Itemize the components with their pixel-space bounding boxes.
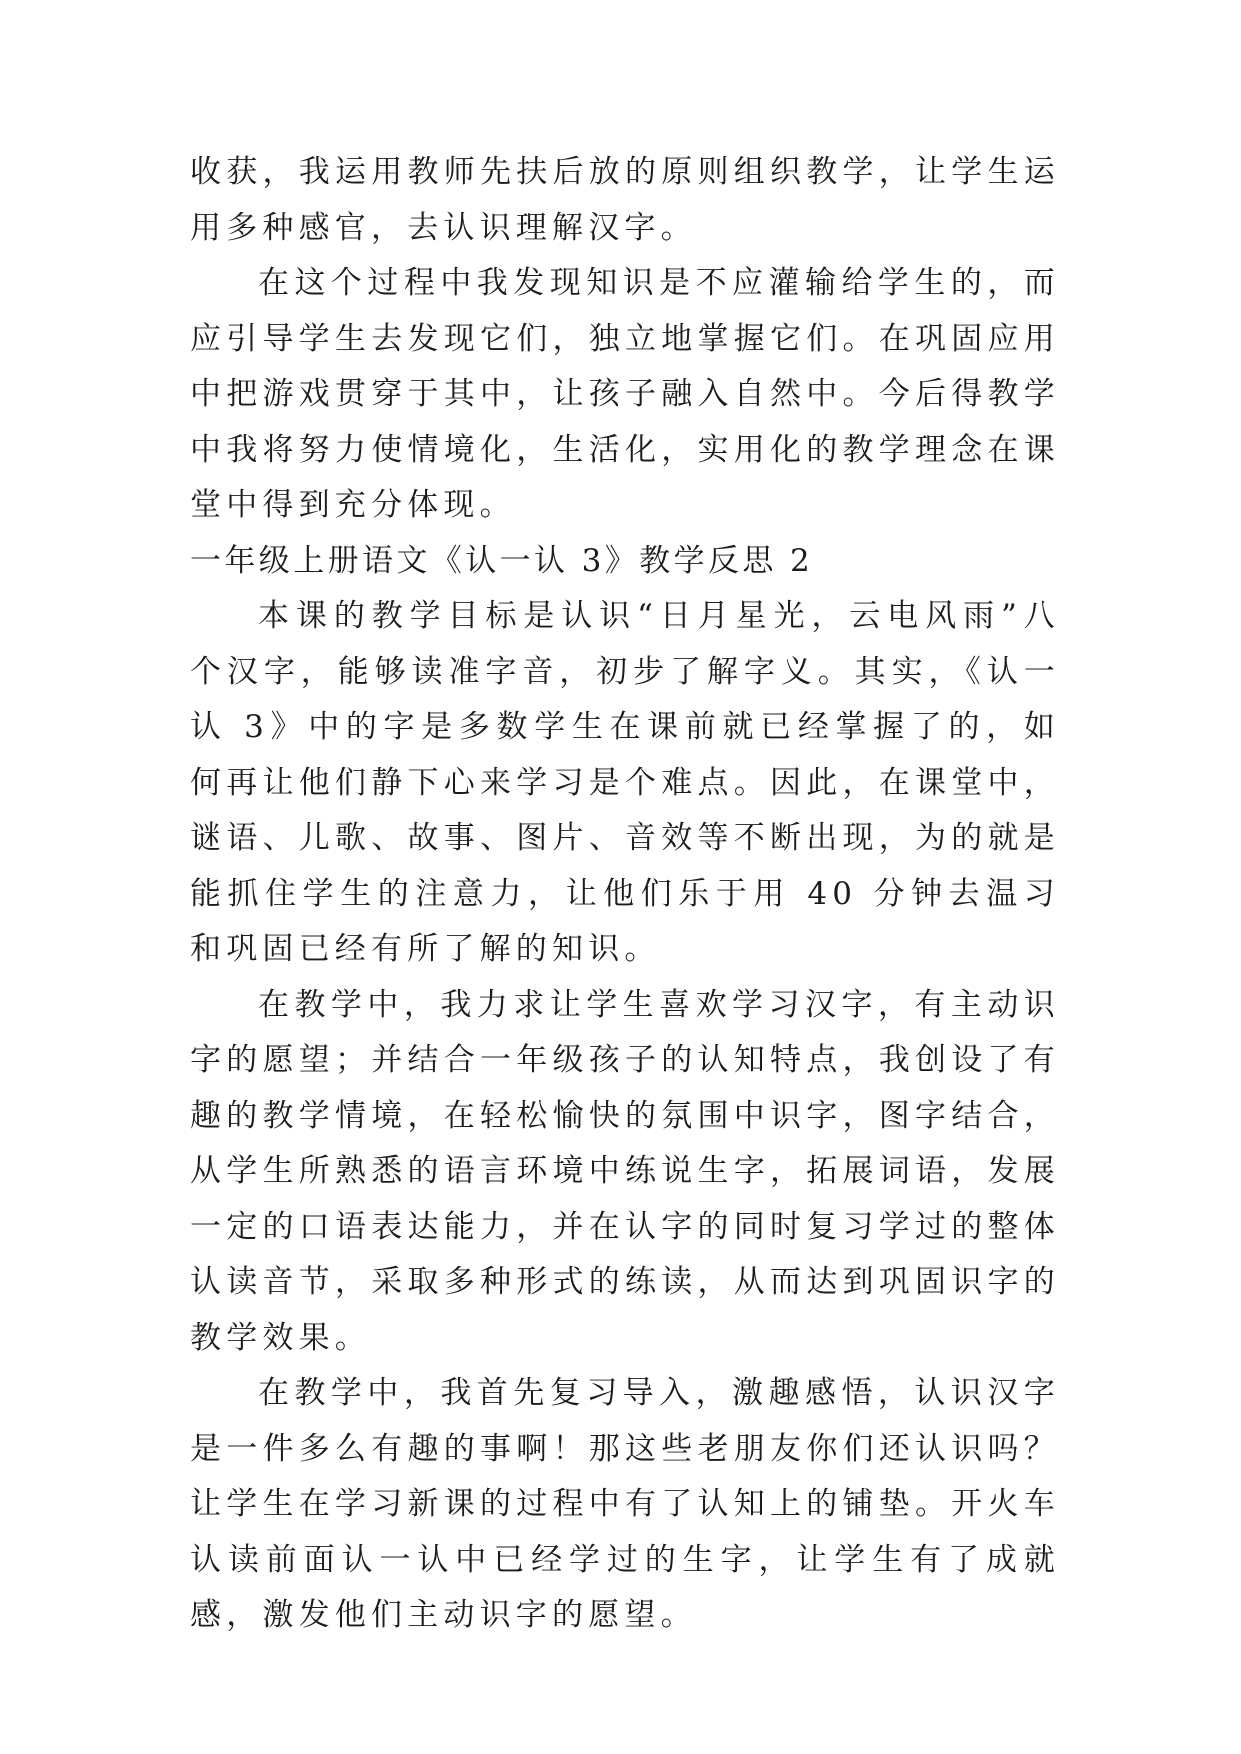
section-title: 一年级上册语文《认一认 3》教学反思 2 [190, 542, 814, 579]
paragraph-continued: 收获，我运用教师先扶后放的原则组织教学，让学生运用多种感官，去认识理解汉字。 [190, 154, 1060, 246]
paragraph-reflection-1: 在这个过程中我发现知识是不应灌输给学生的，而应引导学生去发现它们，独立地掌握它们。在巩固应用中把游戏贯穿于其中，让孩子融入自然中。今后得教学中我将努力使情境化，生活化，实用化的教学理念在课堂中得到充分体现。 [190, 265, 1060, 523]
paragraph-goals: 本课的教学目标是认识“日月星光，云电风雨”八个汉字，能够读准字音，初步了解字义。其实，《认一认 3》中的字是多数学生在课前就已经掌握了的，如何再让他们静下心来学习是个难点。因此，在课堂中，谜语、儿歌、故事、图片、音效等不断出现，为的就是能抓住学生的注意力，让他们乐于用 40 分钟去温习和巩固已经有所了解的知识。 [190, 598, 1060, 967]
paragraph-introduction: 在教学中，我首先复习导入，激趣感悟，认识汉字是一件多么有趣的事啊！那这些老朋友你们还认识吗？让学生在学习新课的过程中有了认知上的铺垫。开火车认读前面认一认中已经学过的生字，让学生有了成就感，激发他们主动识字的愿望。 [190, 1375, 1060, 1633]
document-page [190, 145, 1060, 1644]
paragraph-teaching-approach: 在教学中，我力求让学生喜欢学习汉字，有主动识字的愿望；并结合一年级孩子的认知特点，我创设了有趣的教学情境，在轻松愉快的氛围中识字，图字结合，从学生所熟悉的语言环境中练说生字，拓展词语，发展一定的口语表达能力，并在认字的同时复习学过的整体认读音节，采取多种形式的练读，从而达到巩固识字的教学效果。 [190, 986, 1060, 1356]
